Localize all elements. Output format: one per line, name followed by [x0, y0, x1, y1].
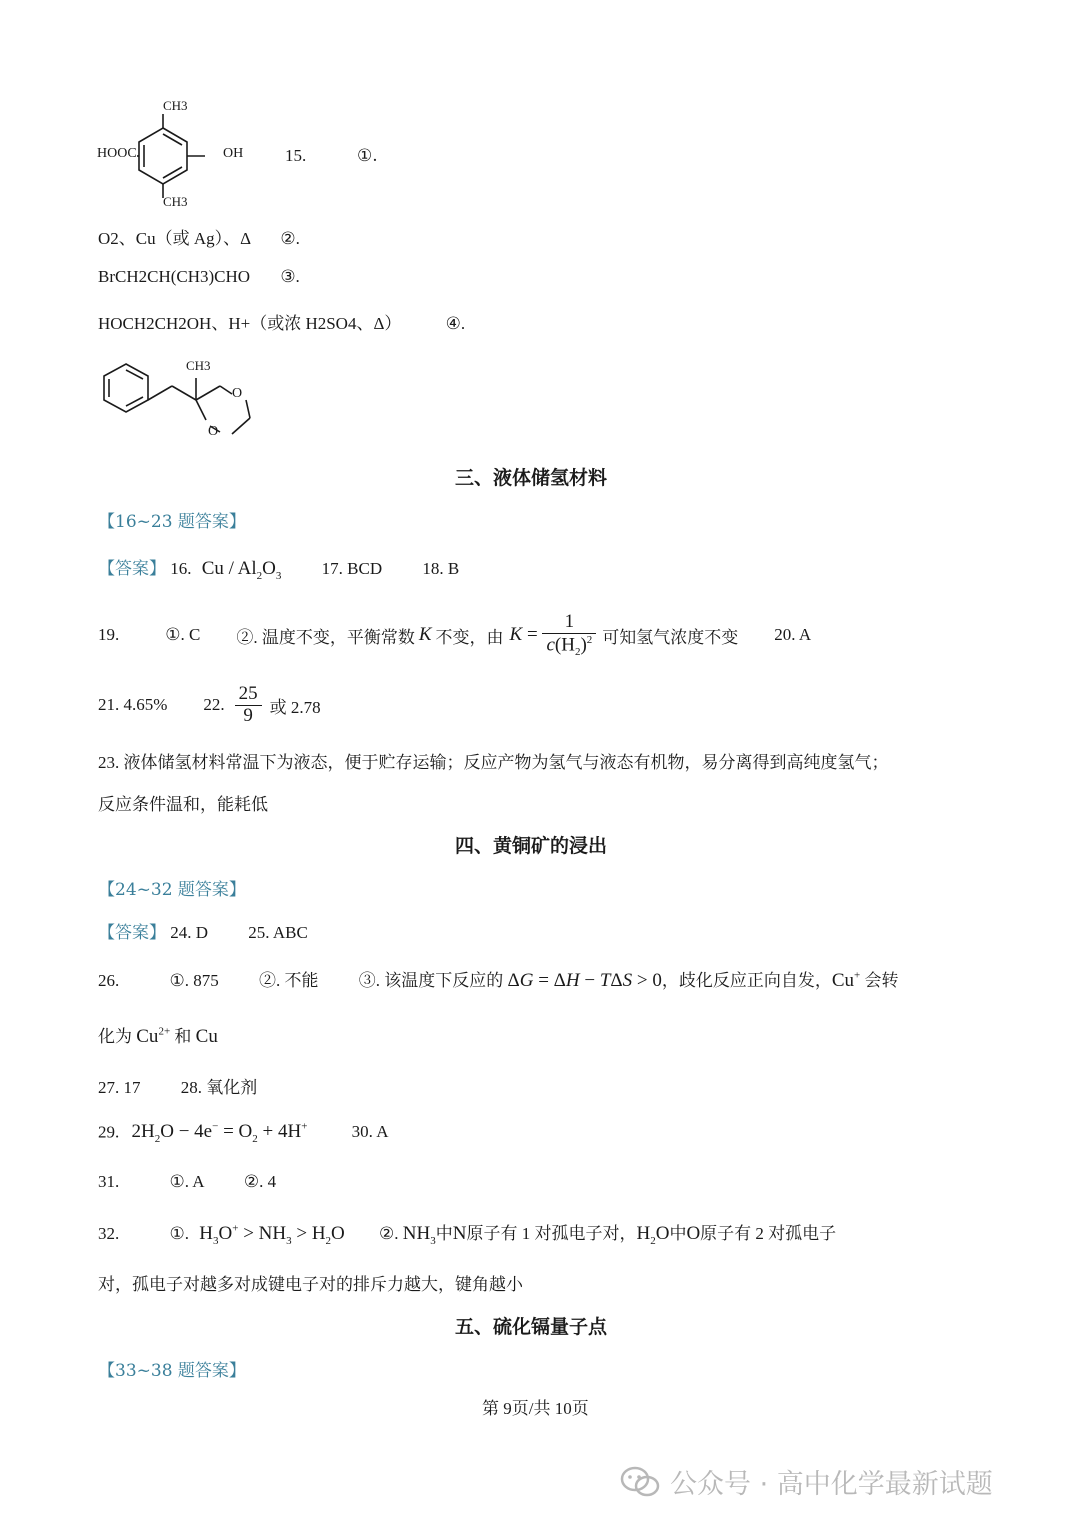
answer-26-line1	[98, 966, 899, 992]
q31-part2: ②. 4	[243, 1172, 277, 1191]
q32-h2o: $H_2O$	[636, 1223, 670, 1247]
answer-line-hoch-mark: ④.	[445, 314, 466, 333]
q32-t1: 中	[435, 1224, 453, 1243]
q19-formula: K = $\frac{1}{c(H_2)^2}$	[510, 612, 597, 658]
answer-31	[98, 1172, 276, 1192]
q26-line2: 化为	[98, 1027, 132, 1046]
answer-line-hoch-text: HOCH2CH2OH、H+（或浓 H2SO4、Δ）	[98, 314, 402, 333]
answer-21-22	[98, 684, 321, 727]
q26-part3b: ，歧化反应正向自发，	[661, 971, 832, 990]
structure-benzoic-acid	[95, 98, 265, 213]
structure2-label-o1: O	[232, 386, 243, 401]
answer-line-br-text: BrCH2CH(CH3)CHO	[98, 267, 251, 286]
q19-number: 19.	[98, 625, 120, 645]
answer-32-line1	[98, 1219, 836, 1247]
q32-part2: ②.	[379, 1224, 399, 1243]
wechat-icon	[620, 1466, 660, 1498]
q16-number: 16.	[170, 559, 192, 578]
q26-line2b: 和	[174, 1027, 192, 1046]
q24-answer: 24. D	[170, 923, 209, 942]
q27-answer: 27. 17	[98, 1078, 141, 1097]
q32-part1: ①.	[169, 1224, 189, 1243]
section4-title: 四、黄铜矿的浸出	[455, 835, 608, 857]
q32-nh3: $NH_3$	[402, 1223, 436, 1247]
q26-part2: ②. 不能	[259, 971, 319, 990]
q17-answer: 17. BCD	[321, 559, 383, 578]
q29-number: 29.	[98, 1122, 120, 1142]
q32-line2: 对，孤电子对越多对成键电子对的排斥力越大，键角越小	[98, 1275, 523, 1294]
q19-fraction-denominator: $c(H_2)^2$	[546, 633, 593, 659]
q19-part2: ②. 温度不变，平衡常数	[236, 627, 415, 647]
answer-tag: 【答案】	[98, 559, 166, 578]
answer-16-18	[98, 554, 459, 582]
section3-range: 【16~23 题答案】	[98, 512, 246, 532]
q22-number: 22.	[203, 695, 225, 715]
answer-line-br-mark: ③.	[280, 267, 300, 286]
q26-cu-plus: Cu+	[831, 969, 861, 991]
q32-order: $H_3O^+ > NH_3 > H_2O$	[199, 1222, 345, 1247]
q20-answer: 20. A	[774, 625, 812, 645]
answer-26-line2	[98, 1022, 218, 1048]
q19-part1: ①. C	[165, 625, 201, 645]
q19-part2b: 不变，由	[435, 627, 504, 647]
q19-fraction	[542, 612, 596, 658]
q31-part1: ①. A	[169, 1172, 204, 1191]
answer-line-o2-text: O2、Cu（或 Ag）、Δ	[98, 229, 251, 248]
answer-24-25	[98, 918, 308, 943]
answer-line-br	[98, 267, 300, 287]
q26-part3: ③. 该温度下反应的	[358, 971, 504, 990]
answer-tag-2: 【答案】	[98, 923, 166, 942]
answer-29-30	[98, 1121, 389, 1145]
structure-acetal	[98, 356, 273, 446]
q30-answer: 30. A	[351, 1122, 389, 1142]
q23-line1: 23. 液体储氢材料常温下为液态，便于贮存运输；反应产物为氢气与液态有机物，易分离得到高纯度氢气；	[98, 753, 889, 772]
q19-fraction-numerator: 1	[542, 612, 596, 634]
structure-label-hooc: HOOC	[97, 146, 137, 161]
section4-range: 【24~32 题答案】	[98, 880, 246, 900]
q28-answer: 28. 氧化剂	[180, 1078, 258, 1097]
answer-line-o2	[98, 224, 300, 249]
q26-cu-2plus: $Cu^{2+}$	[136, 1025, 171, 1047]
q15-part1: ①.	[357, 146, 378, 166]
q32-n: N	[452, 1223, 467, 1244]
q23-line2: 反应条件温和，能耗低	[98, 795, 268, 814]
q19-part2c: 可知氢气浓度不变	[602, 627, 739, 647]
q29-equation: $2H_2O - 4e^- = O_2 + 4H^+$	[131, 1121, 308, 1146]
watermark	[620, 1462, 993, 1501]
q32-t4: 原子有 2 对孤电子	[700, 1224, 837, 1243]
q21-answer: 21. 4.65%	[98, 695, 168, 715]
q32-number: 32.	[98, 1224, 120, 1243]
structure-label-ch3-top: CH3	[163, 98, 188, 113]
answer-19-20	[98, 612, 811, 658]
watermark-text: 公众号 · 高中化学最新试题	[670, 1469, 993, 1500]
structure-label-ch3-bottom: CH3	[163, 194, 188, 209]
section5-title: 五、硫化镉量子点	[455, 1316, 608, 1338]
answer-line-o2-mark: ②.	[280, 229, 300, 248]
structure2-label-o2: O	[208, 424, 219, 439]
q26-part1: ①. 875	[169, 971, 219, 990]
q22-fraction	[235, 684, 262, 727]
section5-range: 【33~38 题答案】	[98, 1361, 246, 1381]
q32-t2: 原子有 1 对孤电子对，	[466, 1224, 637, 1243]
q31-number: 31.	[98, 1172, 120, 1191]
answer-27-28	[98, 1073, 257, 1098]
q16-formula: Cu / $Al_2O_3$	[201, 558, 282, 582]
structure-label-oh: OH	[223, 146, 244, 161]
q26-part3c: 会转	[864, 971, 899, 990]
answer-line-hoch	[98, 309, 465, 334]
q15-number: 15.	[285, 146, 307, 165]
q19-k-symbol: K	[418, 624, 432, 646]
q25-answer: 25. ABC	[248, 923, 308, 942]
structure2-label-ch3: CH3	[186, 358, 211, 373]
section3-title: 三、液体储氢材料	[455, 467, 608, 489]
page-footer: 第 9页/共 10页	[482, 1399, 589, 1418]
q22-alt: 或 2.78	[269, 697, 321, 717]
q32-t3: 中	[669, 1224, 687, 1243]
q18-answer: 18. B	[422, 559, 460, 578]
q26-gibbs-formula: ΔG = ΔH − TΔS > 0	[507, 970, 662, 991]
q26-number: 26.	[98, 971, 120, 990]
q32-o: O	[686, 1223, 701, 1244]
q26-cu: Cu	[195, 1026, 218, 1047]
q22-fraction-numerator: 25	[235, 684, 262, 706]
q22-fraction-denominator: 9	[243, 704, 253, 726]
